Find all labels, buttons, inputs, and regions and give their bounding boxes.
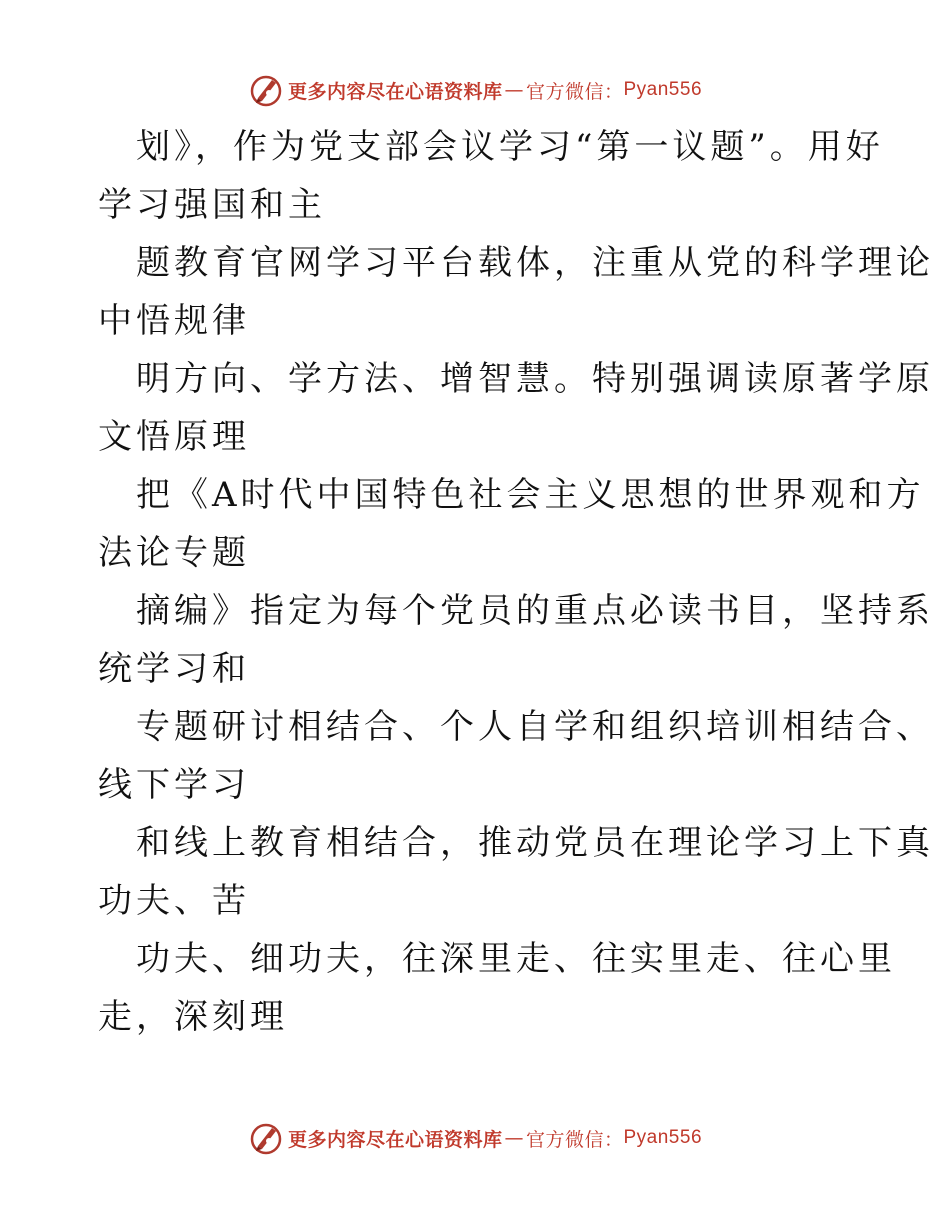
pen-logo-icon [248,1120,284,1156]
text-line: 中悟规律 [98,301,250,341]
pen-logo-icon [248,72,284,108]
text-line: 学习强国和主 [98,185,326,225]
text-line: 摘编》指定为每个党员的重点必读书目，坚持系 [136,591,934,631]
text-line: 法论专题 [98,533,250,573]
banner-brand: 更多内容尽在心语资料库 [287,1128,503,1151]
text-line: 划》，作为党支部会议学习“第一议题”。用好 [136,127,884,167]
text-line: 把《A时代中国特色社会主义思想的世界观和方 [136,475,925,515]
banner-label: 官方微信： [525,80,624,103]
text-line: 和线上教育相结合，推动党员在理论学习上下真 [136,823,934,863]
header-banner [0,70,950,110]
banner-label: 官方微信： [525,1128,624,1151]
text-line: 文悟原理 [98,417,250,457]
text-line: 线下学习 [98,765,250,805]
text-line: 走，深刻理 [98,997,288,1037]
text-line: 统学习和 [98,649,250,689]
footer-banner [0,1118,950,1158]
text-line: 明方向、学方法、增智慧。特别强调读原著学原 [136,359,934,399]
text-line: 功夫、苦 [98,881,250,921]
banner-account: Pyan556 [623,1127,703,1148]
banner-dash: — [504,1127,524,1149]
text-line: 专题研讨相结合、个人自学和组织培训相结合、 [136,707,934,747]
banner-account: Pyan556 [623,79,703,100]
text-line: 题教育官网学习平台载体，注重从党的科学理论 [136,243,934,283]
banner-dash: — [504,79,524,101]
document-body [98,118,934,1046]
text-line: 功夫、细功夫，往深里走、往实里走、往心里 [136,939,896,979]
banner-brand: 更多内容尽在心语资料库 [287,80,503,103]
